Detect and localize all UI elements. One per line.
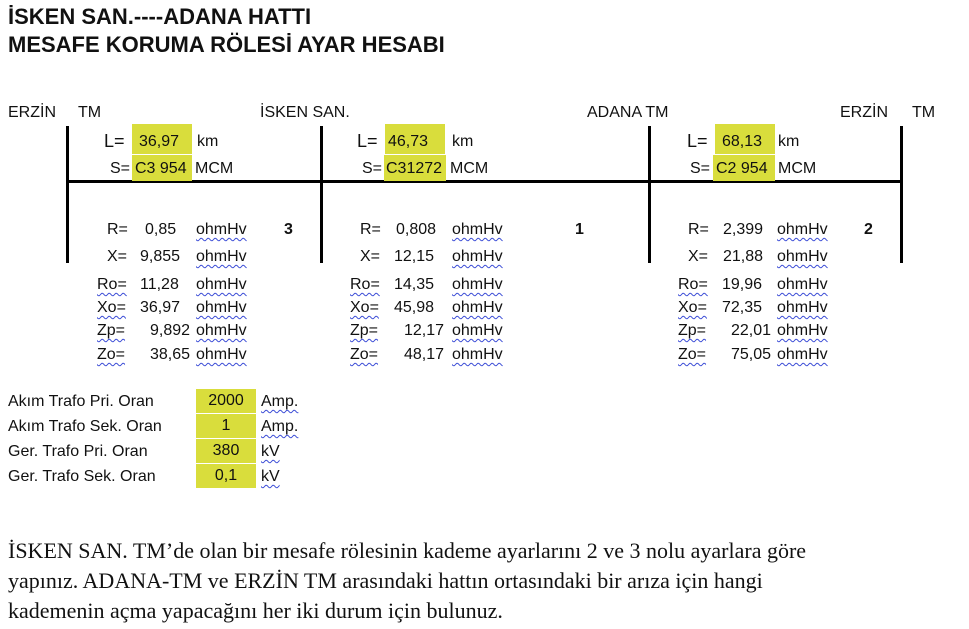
r-label: R= (107, 221, 128, 238)
r-unit: ohmHv (452, 221, 503, 238)
r-unit: ohmHv (196, 221, 247, 238)
xo-label: Xo= (678, 299, 707, 316)
r-value: 0,808 (396, 221, 437, 238)
zp-unit: ohmHv (777, 322, 828, 339)
ct-primary-unit: Amp. (261, 393, 299, 410)
conductor-value: C2 954 (716, 160, 768, 177)
r-value: 2,399 (723, 221, 764, 238)
bus-bar-isken (320, 126, 323, 263)
station-erzin-right: ERZİN (840, 104, 888, 121)
line-number: 3 (284, 221, 293, 238)
ct-secondary-value: 1 (196, 414, 256, 438)
length-unit: km (452, 133, 474, 150)
zo-value: 48,17 (404, 346, 445, 363)
bus-bar-erzin (66, 126, 69, 263)
zo-unit: ohmHv (452, 346, 503, 363)
page-title-line1: İSKEN SAN.----ADANA HATTI (8, 4, 312, 29)
bus-bar-adana (648, 126, 651, 263)
xo-value: 72,35 (722, 299, 763, 316)
zo-label: Zo= (97, 346, 126, 363)
vt-secondary-label: Ger. Trafo Sek. Oran (8, 468, 156, 485)
zp-unit: ohmHv (452, 322, 503, 339)
zo-label: Zo= (678, 346, 707, 363)
zp-unit: ohmHv (196, 322, 247, 339)
zo-unit: ohmHv (196, 346, 247, 363)
vt-primary-value: 380 (196, 439, 256, 463)
station-tm-right: TM (912, 104, 936, 121)
ro-label: Ro= (97, 276, 127, 293)
x-value: 21,88 (723, 248, 764, 265)
line-number: 2 (864, 221, 873, 238)
ct-primary-value: 2000 (196, 389, 256, 413)
conductor-label: S= (690, 160, 711, 177)
zo-value: 38,65 (150, 346, 191, 363)
zp-label: Zp= (97, 322, 126, 339)
length-unit: km (197, 133, 219, 150)
zp-label: Zp= (350, 322, 379, 339)
xo-unit: ohmHv (452, 299, 503, 316)
conductor-unit: MCM (778, 160, 817, 177)
conductor-label: S= (362, 160, 383, 177)
ro-label: Ro= (678, 276, 708, 293)
question-line-2: yapınız. ADANA-TM ve ERZİN TM arasındaki hattın ortasındaki bir arıza için hangi (8, 568, 763, 593)
station-adana: ADANA TM (587, 104, 669, 121)
ro-label: Ro= (350, 276, 380, 293)
x-value: 12,15 (394, 248, 435, 265)
conductor-value: C31272 (386, 160, 443, 177)
zo-label: Zo= (350, 346, 379, 363)
x-label: X= (688, 248, 709, 265)
xo-value: 45,98 (394, 299, 435, 316)
length-unit: km (778, 133, 800, 150)
x-label: X= (360, 248, 381, 265)
x-unit: ohmHv (196, 248, 247, 265)
xo-unit: ohmHv (196, 299, 247, 316)
vt-secondary-value: 0,1 (196, 464, 256, 488)
station-erzin-left: ERZİN (8, 104, 56, 121)
vt-primary-unit: kV (261, 443, 280, 460)
bus-bar-erzin-right (900, 126, 903, 263)
length-value: 46,73 (388, 133, 429, 150)
conductor-value: C3 954 (135, 160, 187, 177)
ct-primary-label: Akım Trafo Pri. Oran (8, 393, 154, 410)
length-label: L= (687, 131, 708, 151)
conductor-label: S= (110, 160, 131, 177)
vt-secondary-unit: kV (261, 468, 280, 485)
xo-label: Xo= (350, 299, 379, 316)
zp-label: Zp= (678, 322, 707, 339)
x-value: 9,855 (140, 248, 181, 265)
ro-value: 11,28 (140, 276, 179, 293)
station-isken: İSKEN SAN. (260, 104, 350, 121)
page-title-line2: MESAFE KORUMA RÖLESİ AYAR HESABI (8, 32, 445, 57)
line-number: 1 (575, 221, 584, 238)
zo-value: 75,05 (731, 346, 772, 363)
zo-unit: ohmHv (777, 346, 828, 363)
zp-value: 9,892 (150, 322, 191, 339)
xo-unit: ohmHv (777, 299, 828, 316)
xo-value: 36,97 (140, 299, 181, 316)
length-value: 36,97 (139, 133, 180, 150)
ro-unit: ohmHv (452, 276, 503, 293)
question-line-1: İSKEN SAN. TM’de olan bir mesafe rölesinin kademe ayarlarını 2 ve 3 nolu ayarlara göre (8, 538, 807, 563)
ct-secondary-unit: Amp. (261, 418, 299, 435)
ro-unit: ohmHv (196, 276, 247, 293)
station-tm-left: TM (78, 104, 102, 121)
r-label: R= (688, 221, 709, 238)
length-label: L= (104, 131, 125, 151)
x-label: X= (107, 248, 128, 265)
conductor-unit: MCM (450, 160, 489, 177)
ro-value: 14,35 (394, 276, 435, 293)
conductor-unit: MCM (195, 160, 234, 177)
ro-value: 19,96 (722, 276, 763, 293)
r-value: 0,85 (145, 221, 177, 238)
xo-label: Xo= (97, 299, 126, 316)
length-value: 68,13 (722, 133, 763, 150)
vt-primary-label: Ger. Trafo Pri. Oran (8, 443, 148, 460)
zp-value: 12,17 (404, 322, 445, 339)
x-unit: ohmHv (777, 248, 828, 265)
r-label: R= (360, 221, 381, 238)
ct-secondary-label: Akım Trafo Sek. Oran (8, 418, 162, 435)
x-unit: ohmHv (452, 248, 503, 265)
ro-unit: ohmHv (777, 276, 828, 293)
r-unit: ohmHv (777, 221, 828, 238)
zp-value: 22,01 (731, 322, 772, 339)
question-line-3: kademenin açma yapacağını her iki durum için bulunuz. (8, 598, 503, 623)
length-label: L= (357, 131, 378, 151)
